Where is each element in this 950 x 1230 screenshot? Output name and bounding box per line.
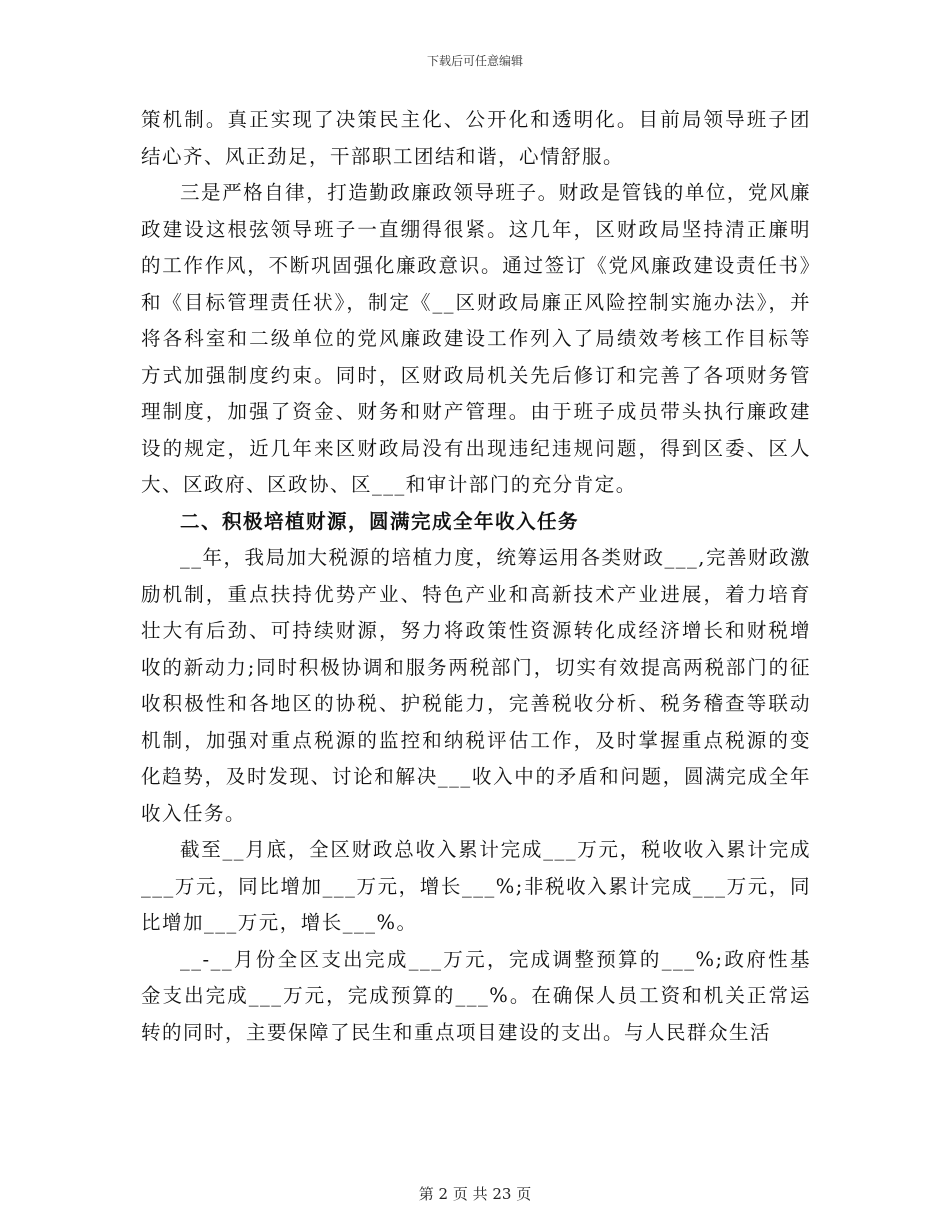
- document-body: [141, 102, 811, 1051]
- paragraph-revenue-cultivation: __年，我局加大税源的培植力度，统筹运用各类财政___,完善财政激励机制，重点扶持优势产业、特色产业和高新技术产业进展，着力培育壮大有后劲、可持续财源，努力将政策性资源转化成经济增长和财税增收的新动力;同时积极协调和服务两税部门，切实有效提高两税部门的征收积极性和各地区的协税、护税能力，完善税收分析、税务稽查等联动机制，加强对重点税源的监控和纳税评估工作，及时掌握重点税源的变化趋势，及时发现、讨论和解决___收入中的矛盾和问题，圆满完成全年收入任务。: [141, 546, 811, 825]
- section-heading: 二、积极培植财源，圆满完成全年收入任务: [180, 509, 580, 533]
- paragraph-self-discipline: 三是严格自律，打造勤政廉政领导班子。财政是管钱的单位，党风廉政建设这根弦领导班子一直绷得很紧。这几年，区财政局坚持清正廉明的工作作风，不断巩固强化廉政意识。通过签订《党风廉政建设责任书》和《目标管理责任状》，制定《__区财政局廉正风险控制实施办法》，并将各科室和二级单位的党风廉政建设工作列入了局绩效考核工作目标等方式加强制度约束。同时，区财政局机关先后修订和完善了各项财务管理制度，加强了资金、财务和财产管理。由于班子成员带头执行廉政建设的规定，近几年来区财政局没有出现违纪违规问题，得到区委、区人大、区政府、区政协、区___和审计部门的充分肯定。: [141, 181, 811, 496]
- page-footer: 第 2 页 共 23 页: [418, 1185, 532, 1203]
- paragraph-expenditure: __-__月份全区支出完成___万元，完成调整预算的___%;政府性基金支出完成___万元，完成预算的___%。在确保人员工资和机关正常运转的同时，主要保障了民生和重点项目建设的支出。与人民群众生活: [141, 947, 811, 1044]
- paragraph-continuation: 策机制。真正实现了决策民主化、公开化和透明化。目前局领导班子团结心齐、风正劲足，干部职工团结和谐，心情舒服。: [141, 108, 811, 168]
- page-header: 下载后可任意编辑: [426, 54, 523, 68]
- paragraph-revenue-figures: 截至__月底，全区财政总收入累计完成___万元，税收收入累计完成___万元，同比增加___万元，增长___%;非税收入累计完成___万元，同比增加___万元，增长___%。: [141, 838, 811, 934]
